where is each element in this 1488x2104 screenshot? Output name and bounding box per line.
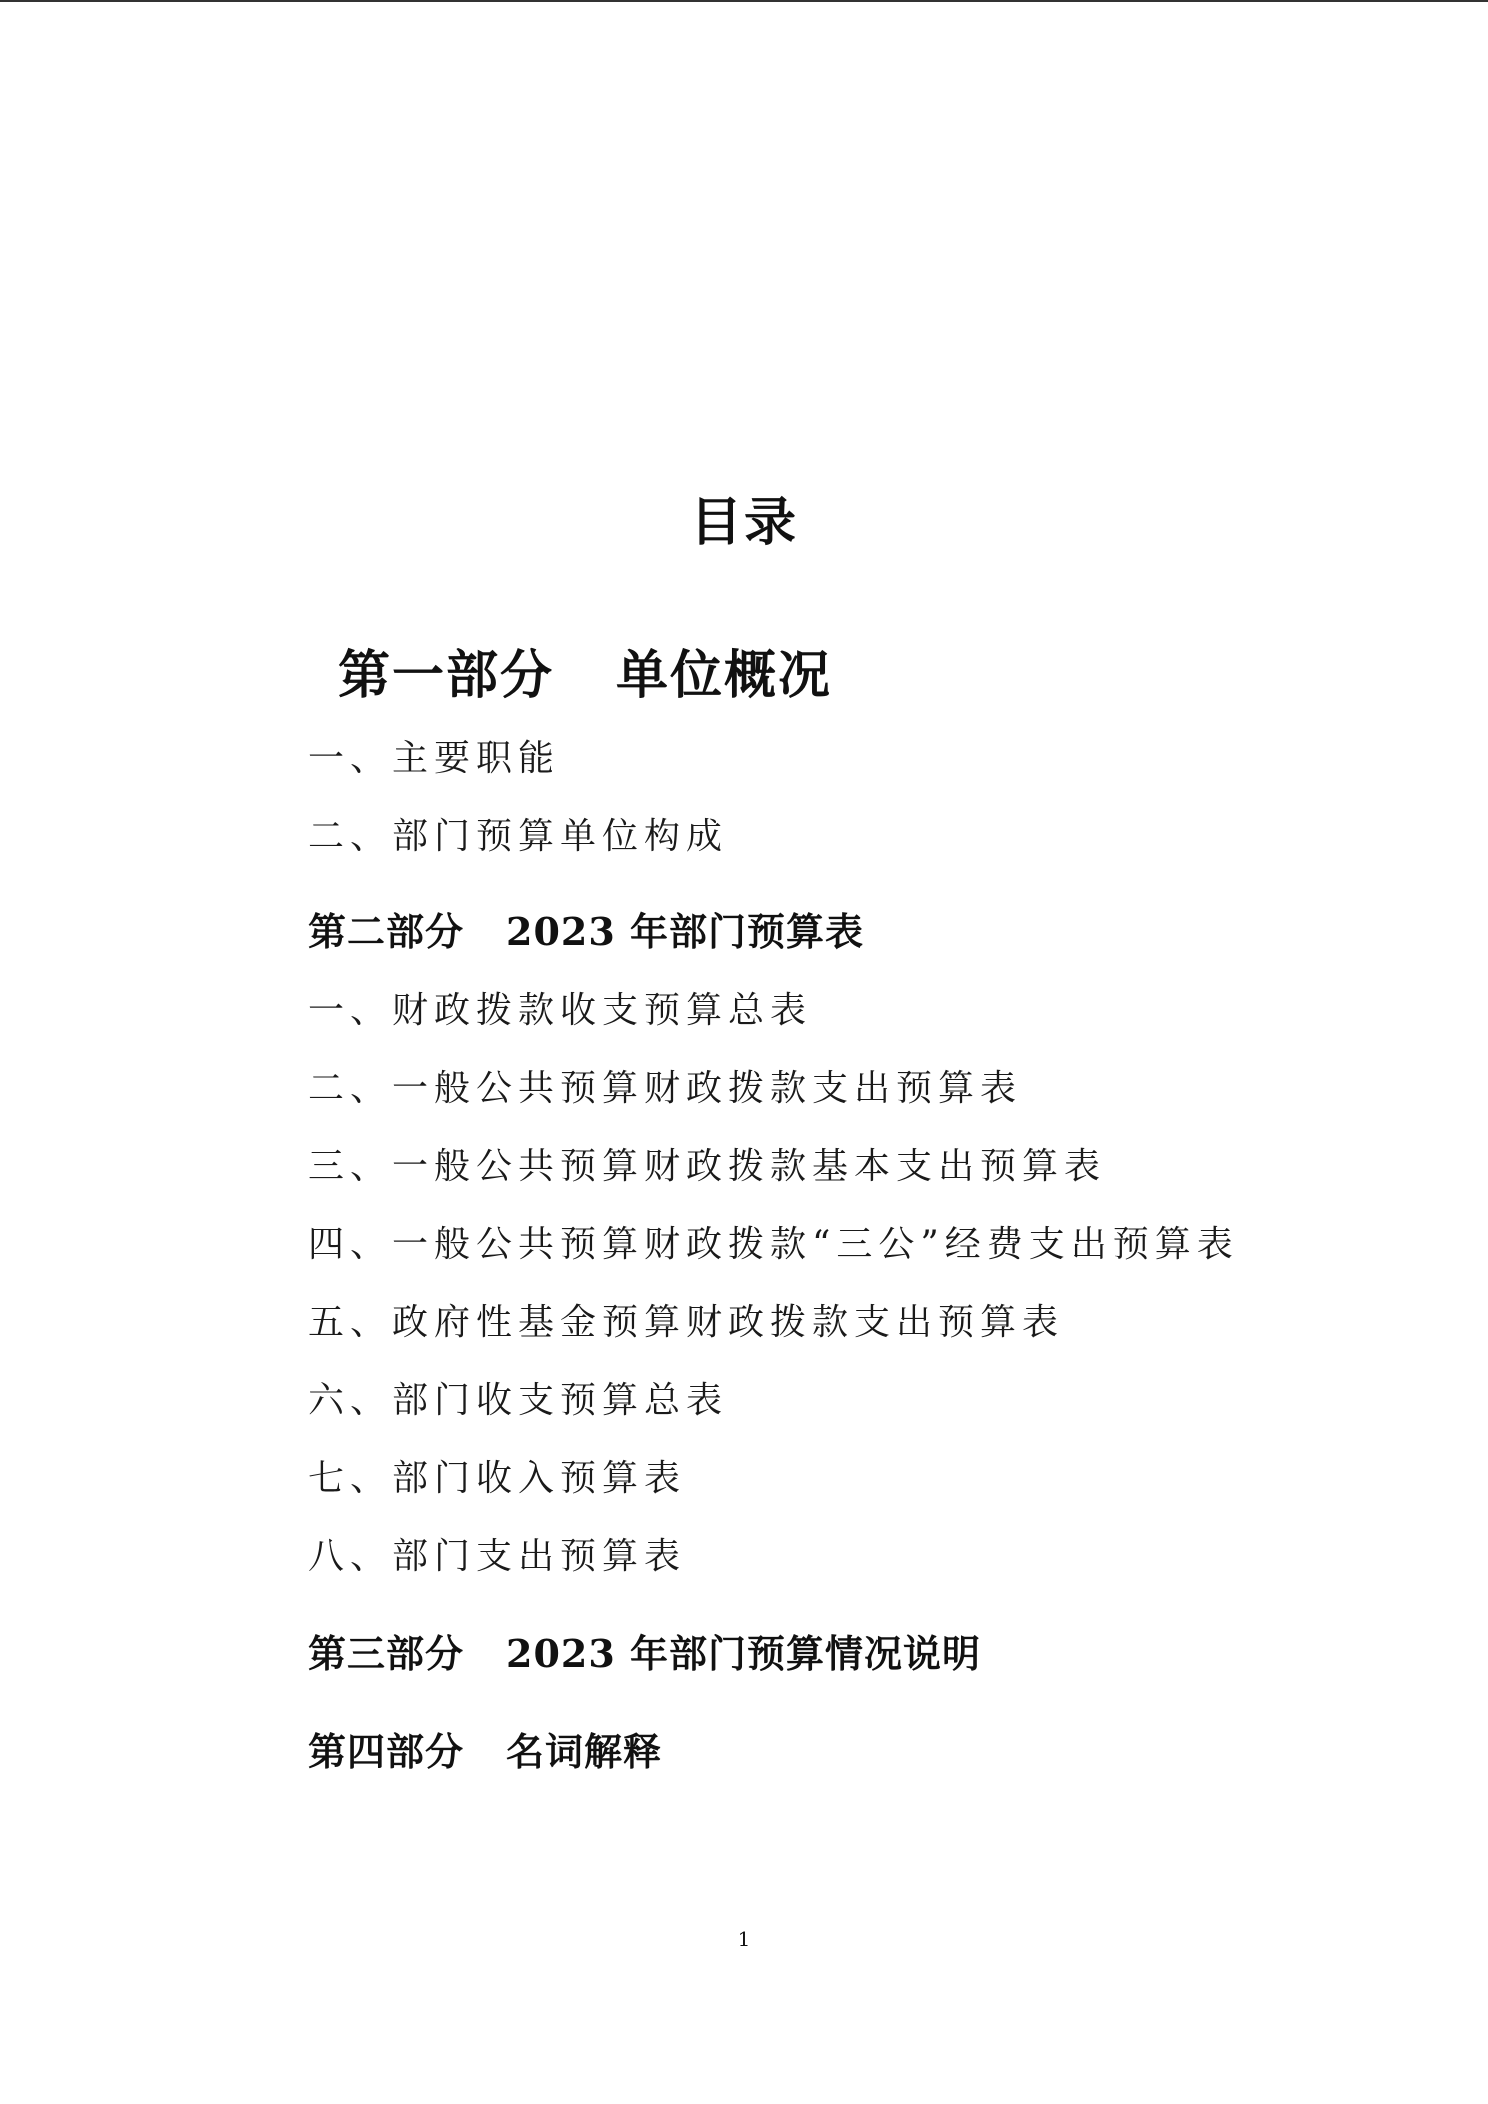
part3-label: 第三部分	[308, 1631, 465, 1676]
page-top-border	[0, 0, 1488, 2]
part2-item-8[interactable]: 八、部门支出预算表	[308, 1536, 687, 1577]
page-number: 1	[737, 1927, 751, 1951]
part2-item-4[interactable]: 四、一般公共预算财政拨款“三公”经费支出预算表	[308, 1224, 1239, 1265]
part2-item-3[interactable]: 三、一般公共预算财政拨款基本支出预算表	[308, 1146, 1107, 1187]
part2-item-5[interactable]: 五、政府性基金预算财政拨款支出预算表	[308, 1302, 1065, 1343]
part4-heading	[308, 1726, 662, 1778]
toc-title: 目录	[689, 492, 798, 553]
part2-heading	[308, 906, 864, 958]
part3-title: 2023 年部门预算情况说明	[506, 1631, 982, 1676]
part2-title: 2023 年部门预算表	[506, 909, 865, 954]
part1-item-1[interactable]: 一、主要职能	[308, 738, 561, 779]
part2-item-1[interactable]: 一、财政拨款收支预算总表	[308, 990, 813, 1031]
part2-label: 第二部分	[308, 909, 465, 954]
part2-item-7[interactable]: 七、部门收入预算表	[308, 1458, 687, 1499]
part4-title: 名词解释	[506, 1729, 663, 1774]
part1-item-2[interactable]: 二、部门预算单位构成	[308, 816, 729, 857]
part1-title: 单位概况	[616, 645, 833, 706]
part2-item-2[interactable]: 二、一般公共预算财政拨款支出预算表	[308, 1068, 1023, 1109]
part4-label: 第四部分	[308, 1729, 465, 1774]
part3-heading	[308, 1628, 981, 1680]
part1-label: 第一部分	[338, 645, 555, 706]
part1-heading	[338, 641, 832, 711]
part2-item-6[interactable]: 六、部门收支预算总表	[308, 1380, 729, 1421]
